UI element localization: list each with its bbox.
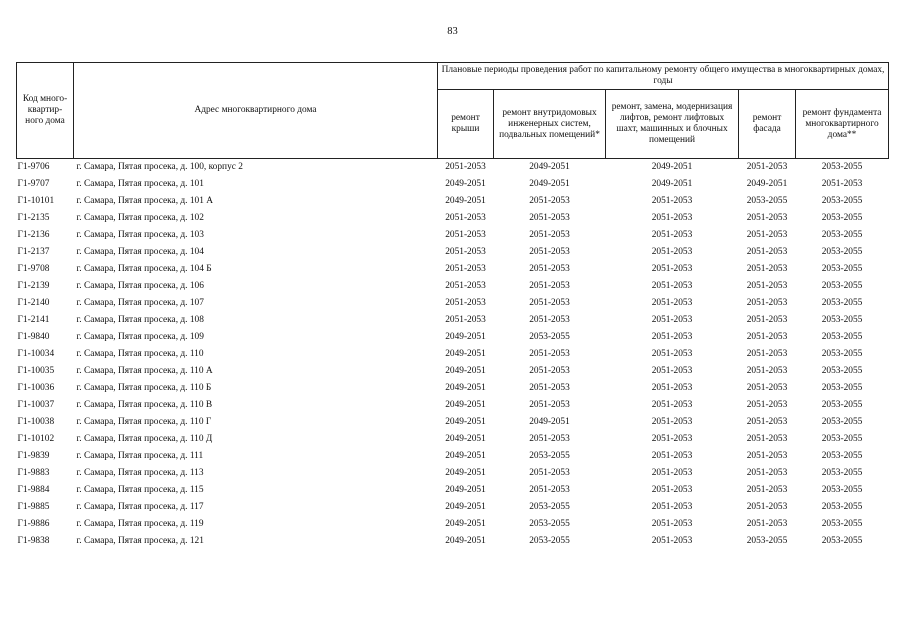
- cell-elevators: 2051-2053: [651, 366, 693, 376]
- cell-roof: 2049-2051: [445, 349, 486, 359]
- cell-engineering: 2053-2055: [529, 332, 570, 342]
- cell-elevators: 2051-2053: [651, 434, 693, 444]
- cell-address: г. Самара, Пятая просека, д. 115: [76, 485, 204, 495]
- table-row: [17, 295, 889, 312]
- table-row: [17, 278, 889, 295]
- cell-engineering: 2051-2053: [529, 400, 570, 410]
- cell-engineering: 2051-2053: [529, 196, 570, 206]
- cell-elevators: 2051-2053: [651, 383, 693, 393]
- cell-code: Г1-10102: [17, 434, 55, 444]
- cell-roof: 2051-2053: [445, 247, 486, 257]
- table-row: [17, 482, 889, 499]
- cell-engineering: 2051-2053: [529, 213, 570, 223]
- cell-facade: 2051-2053: [746, 468, 788, 478]
- cell-engineering: 2051-2053: [529, 468, 570, 478]
- cell-roof: 2049-2051: [445, 383, 486, 393]
- cell-elevators: 2051-2053: [651, 196, 693, 206]
- cell-engineering: 2051-2053: [529, 485, 570, 495]
- cell-elevators: 2051-2053: [651, 315, 693, 325]
- cell-roof: 2049-2051: [445, 468, 486, 478]
- cell-roof: 2049-2051: [445, 451, 486, 461]
- header-code: Код много-квартир-ного дома: [17, 63, 74, 159]
- table-row: [17, 227, 889, 244]
- cell-code: Г1-2136: [17, 230, 50, 240]
- cell-roof: 2049-2051: [445, 485, 486, 495]
- table-row: [17, 244, 889, 261]
- cell-facade: 2049-2051: [746, 179, 788, 189]
- cell-roof: 2049-2051: [445, 417, 486, 427]
- cell-roof: 2051-2053: [445, 298, 486, 308]
- cell-address: г. Самара, Пятая просека, д. 100, корпус 2: [74, 159, 438, 177]
- cell-code: Г1-10034: [17, 349, 55, 359]
- cell-engineering: 2053-2055: [529, 536, 570, 546]
- cell-foundation: 2053-2055: [821, 451, 863, 461]
- cell-foundation: 2053-2055: [821, 247, 863, 257]
- header-roof: ремонт крыши: [438, 90, 494, 159]
- cell-elevators: 2049-2051: [651, 179, 693, 189]
- cell-facade: 2051-2053: [739, 159, 796, 177]
- cell-address: г. Самара, Пятая просека, д. 103: [76, 230, 204, 240]
- cell-facade: 2051-2053: [746, 417, 788, 427]
- cell-elevators: 2051-2053: [651, 230, 693, 240]
- cell-engineering: 2051-2053: [529, 383, 570, 393]
- cell-roof: 2051-2053: [445, 315, 486, 325]
- cell-address: г. Самара, Пятая просека, д. 110: [76, 349, 204, 359]
- cell-engineering: 2053-2055: [529, 519, 570, 529]
- cell-elevators: 2051-2053: [651, 247, 693, 257]
- cell-foundation: 2053-2055: [796, 159, 889, 177]
- cell-roof: 2049-2051: [445, 536, 486, 546]
- cell-engineering: 2049-2051: [494, 159, 606, 177]
- table-row: [17, 363, 889, 380]
- cell-facade: 2051-2053: [746, 349, 788, 359]
- cell-foundation: 2053-2055: [821, 400, 863, 410]
- cell-engineering: 2051-2053: [529, 247, 570, 257]
- cell-roof: 2049-2051: [445, 366, 486, 376]
- header-foundation: ремонт фундамента многоквартирного дома**: [796, 90, 889, 159]
- cell-foundation: 2053-2055: [821, 196, 863, 206]
- cell-address: г. Самара, Пятая просека, д. 107: [76, 298, 204, 308]
- table-row: [17, 533, 889, 550]
- cell-elevators: 2051-2053: [651, 349, 693, 359]
- cell-roof: 2049-2051: [445, 332, 486, 342]
- cell-facade: 2053-2055: [746, 196, 788, 206]
- cell-engineering: 2051-2053: [529, 349, 570, 359]
- cell-code: Г1-9886: [17, 519, 50, 529]
- cell-foundation: 2053-2055: [821, 417, 863, 427]
- cell-address: г. Самара, Пятая просека, д. 102: [76, 213, 204, 223]
- table-row: [17, 193, 889, 210]
- cell-facade: 2051-2053: [746, 451, 788, 461]
- header-facade: ремонт фасада: [739, 90, 796, 159]
- cell-code: Г1-2140: [17, 298, 50, 308]
- cell-code: Г1-9840: [17, 332, 50, 342]
- cell-address: г. Самара, Пятая просека, д. 109: [76, 332, 204, 342]
- header-elevators: ремонт, замена, модернизация лифтов, ремонт лифтовых шахт, машинных и блочных помещений: [606, 90, 739, 159]
- table-body: [17, 159, 889, 551]
- cell-engineering: 2049-2051: [529, 179, 570, 189]
- cell-facade: 2051-2053: [746, 298, 788, 308]
- cell-address: г. Самара, Пятая просека, д. 110 А: [76, 366, 213, 376]
- cell-elevators: 2051-2053: [651, 536, 693, 546]
- cell-foundation: 2053-2055: [821, 383, 863, 393]
- cell-engineering: 2049-2051: [529, 417, 570, 427]
- cell-elevators: 2051-2053: [651, 519, 693, 529]
- cell-foundation: 2053-2055: [821, 213, 863, 223]
- cell-address: г. Самара, Пятая просека, д. 117: [76, 502, 204, 512]
- cell-code: Г1-2139: [17, 281, 50, 291]
- cell-address: г. Самара, Пятая просека, д. 101: [76, 179, 204, 189]
- cell-code: Г1-2141: [17, 315, 50, 325]
- cell-address: г. Самара, Пятая просека, д. 119: [76, 519, 204, 529]
- cell-facade: 2051-2053: [746, 332, 788, 342]
- table-row: [17, 499, 889, 516]
- cell-foundation: 2053-2055: [821, 502, 863, 512]
- cell-facade: 2051-2053: [746, 383, 788, 393]
- table-row: [17, 397, 889, 414]
- cell-foundation: 2053-2055: [821, 230, 863, 240]
- cell-engineering: 2053-2055: [529, 451, 570, 461]
- cell-address: г. Самара, Пятая просека, д. 121: [76, 536, 204, 546]
- cell-elevators: 2049-2051: [606, 159, 739, 177]
- cell-code: Г1-10035: [17, 366, 55, 376]
- cell-roof: 2049-2051: [445, 196, 486, 206]
- cell-foundation: 2053-2055: [821, 332, 863, 342]
- cell-code: Г1-10036: [17, 383, 55, 393]
- cell-engineering: 2051-2053: [529, 264, 570, 274]
- table-row: [17, 431, 889, 448]
- cell-address: г. Самара, Пятая просека, д. 110 В: [76, 400, 213, 410]
- cell-address: г. Самара, Пятая просека, д. 104 Б: [76, 264, 212, 274]
- cell-engineering: 2051-2053: [529, 281, 570, 291]
- cell-address: г. Самара, Пятая просека, д. 110 Д: [76, 434, 213, 444]
- table-header-row: [17, 63, 889, 90]
- table-row: [17, 448, 889, 465]
- cell-elevators: 2051-2053: [651, 451, 693, 461]
- cell-address: г. Самара, Пятая просека, д. 104: [76, 247, 204, 257]
- table-row: [17, 261, 889, 278]
- table-row: [17, 176, 889, 193]
- cell-elevators: 2051-2053: [651, 485, 693, 495]
- cell-foundation: 2053-2055: [821, 536, 863, 546]
- cell-foundation: 2053-2055: [821, 468, 863, 478]
- cell-foundation: 2051-2053: [821, 179, 863, 189]
- cell-elevators: 2051-2053: [651, 468, 693, 478]
- table-row: [17, 346, 889, 363]
- cell-facade: 2051-2053: [746, 400, 788, 410]
- table-row: [17, 210, 889, 227]
- cell-code: Г1-10101: [17, 196, 55, 206]
- cell-roof: 2049-2051: [445, 519, 486, 529]
- cell-engineering: 2051-2053: [529, 434, 570, 444]
- cell-roof: 2049-2051: [445, 179, 486, 189]
- cell-foundation: 2053-2055: [821, 519, 863, 529]
- table-row: [17, 380, 889, 397]
- cell-facade: 2051-2053: [746, 264, 788, 274]
- cell-engineering: 2051-2053: [529, 315, 570, 325]
- cell-foundation: 2053-2055: [821, 485, 863, 495]
- table-row: [17, 516, 889, 533]
- cell-foundation: 2053-2055: [821, 264, 863, 274]
- cell-facade: 2051-2053: [746, 485, 788, 495]
- cell-foundation: 2053-2055: [821, 366, 863, 376]
- table-row: [17, 465, 889, 482]
- cell-code: Г1-9839: [17, 451, 50, 461]
- cell-address: г. Самара, Пятая просека, д. 110 Г: [76, 417, 212, 427]
- cell-roof: 2051-2053: [445, 264, 486, 274]
- cell-code: Г1-9883: [17, 468, 50, 478]
- cell-elevators: 2051-2053: [651, 281, 693, 291]
- cell-elevators: 2051-2053: [651, 502, 693, 512]
- cell-roof: 2051-2053: [445, 281, 486, 291]
- cell-code: Г1-9708: [17, 264, 50, 274]
- capital-repair-table: [16, 62, 889, 550]
- cell-code: Г1-10037: [17, 400, 55, 410]
- cell-elevators: 2051-2053: [651, 298, 693, 308]
- cell-address: г. Самара, Пятая просека, д. 111: [76, 451, 204, 461]
- cell-engineering: 2051-2053: [529, 366, 570, 376]
- cell-foundation: 2053-2055: [821, 315, 863, 325]
- cell-roof: 2051-2053: [438, 159, 494, 177]
- cell-foundation: 2053-2055: [821, 281, 863, 291]
- cell-code: Г1-9884: [17, 485, 50, 495]
- cell-code: Г1-2137: [17, 247, 50, 257]
- cell-elevators: 2051-2053: [651, 264, 693, 274]
- cell-elevators: 2051-2053: [651, 417, 693, 427]
- cell-code: Г1-9706: [17, 159, 74, 177]
- header-address: Адрес многоквартирного дома: [74, 63, 438, 159]
- cell-roof: 2051-2053: [445, 213, 486, 223]
- cell-facade: 2051-2053: [746, 366, 788, 376]
- cell-facade: 2051-2053: [746, 434, 788, 444]
- cell-roof: 2049-2051: [445, 400, 486, 410]
- cell-facade: 2051-2053: [746, 281, 788, 291]
- header-periods: Плановые периоды проведения работ по капитальному ремонту общего имущества в многоквартирных домах, годы: [438, 63, 889, 90]
- cell-facade: 2051-2053: [746, 230, 788, 240]
- table-row: [17, 159, 889, 177]
- cell-roof: 2049-2051: [445, 502, 486, 512]
- cell-code: Г1-9838: [17, 536, 50, 546]
- table-row: [17, 312, 889, 329]
- cell-elevators: 2051-2053: [651, 213, 693, 223]
- cell-foundation: 2053-2055: [821, 298, 863, 308]
- cell-facade: 2051-2053: [746, 519, 788, 529]
- cell-facade: 2051-2053: [746, 247, 788, 257]
- cell-facade: 2053-2055: [746, 536, 788, 546]
- cell-facade: 2051-2053: [746, 213, 788, 223]
- cell-elevators: 2051-2053: [651, 332, 693, 342]
- cell-engineering: 2053-2055: [529, 502, 570, 512]
- cell-address: г. Самара, Пятая просека, д. 108: [76, 315, 204, 325]
- cell-facade: 2051-2053: [746, 502, 788, 512]
- cell-address: г. Самара, Пятая просека, д. 106: [76, 281, 204, 291]
- cell-code: Г1-10038: [17, 417, 55, 427]
- table-row: [17, 329, 889, 346]
- cell-foundation: 2053-2055: [821, 349, 863, 359]
- cell-roof: 2051-2053: [445, 230, 486, 240]
- cell-address: г. Самара, Пятая просека, д. 110 Б: [76, 383, 212, 393]
- header-engineering: ремонт внутридомовых инженерных систем, подвальных помещений*: [494, 90, 606, 159]
- page-number: 83: [447, 26, 458, 37]
- cell-elevators: 2051-2053: [651, 400, 693, 410]
- cell-foundation: 2053-2055: [821, 434, 863, 444]
- cell-code: Г1-2135: [17, 213, 50, 223]
- cell-code: Г1-9707: [17, 179, 50, 189]
- cell-engineering: 2051-2053: [529, 298, 570, 308]
- cell-facade: 2051-2053: [746, 315, 788, 325]
- cell-roof: 2049-2051: [445, 434, 486, 444]
- cell-address: г. Самара, Пятая просека, д. 113: [76, 468, 204, 478]
- cell-address: г. Самара, Пятая просека, д. 101 А: [76, 196, 214, 206]
- table-row: [17, 414, 889, 431]
- cell-code: Г1-9885: [17, 502, 50, 512]
- cell-engineering: 2051-2053: [529, 230, 570, 240]
